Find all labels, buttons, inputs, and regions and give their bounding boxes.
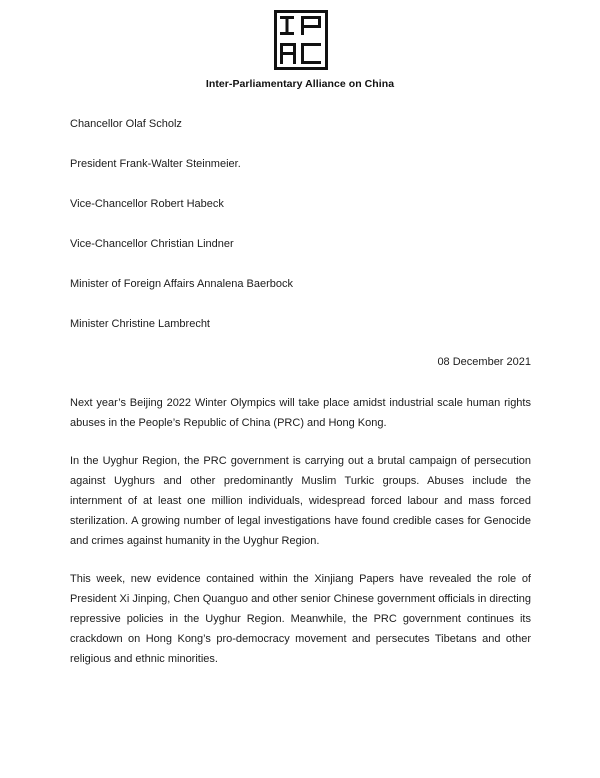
body-paragraph: This week, new evidence contained within the Xinjiang Papers have revealed the role of President Xi Jinping, Chen Quanguo and other senior Chinese government officials in directing repressive policies in the Uyghur Region. Meanwhile, the PRC government continues its crackdown on Hong Kong’s pro-democracy movement and persecutes Tibetans and other religious and ethnic minorities. <box>70 573 531 665</box>
recipient-line: Chancellor Olaf Scholz <box>70 118 182 130</box>
body-paragraph: Next year’s Beijing 2022 Winter Olympics will take place amidst industrial scale human rights abuses in the People’s Republic of China (PRC) and Hong Kong. <box>70 397 531 429</box>
recipient-line: Minister Christine Lambrecht <box>70 318 210 330</box>
ipac-logo-mark <box>274 10 328 70</box>
letter-date: 08 December 2021 <box>437 356 531 368</box>
organization-name: Inter-Parliamentary Alliance on China <box>205 78 395 90</box>
recipient-line: Vice-Chancellor Robert Habeck <box>70 198 224 210</box>
recipient-list <box>70 116 540 356</box>
body-paragraph: In the Uyghur Region, the PRC government is carrying out a brutal campaign of persecution against Uyghurs and other predominantly Muslim Turkic groups. Abuses include the internment of at least one million individuals, widespread forced labour and mass forced sterilization. A growing number of legal investigations have found credible cases for Genocide and crimes against humanity in the Uyghur Region. <box>70 455 531 547</box>
recipient-line: Vice-Chancellor Christian Lindner <box>70 238 234 250</box>
recipient-line: President Frank-Walter Steinmeier. <box>70 158 241 170</box>
letter-body <box>70 393 531 687</box>
ipac-logo <box>274 10 328 70</box>
recipient-line: Minister of Foreign Affairs Annalena Baerbock <box>70 278 293 290</box>
